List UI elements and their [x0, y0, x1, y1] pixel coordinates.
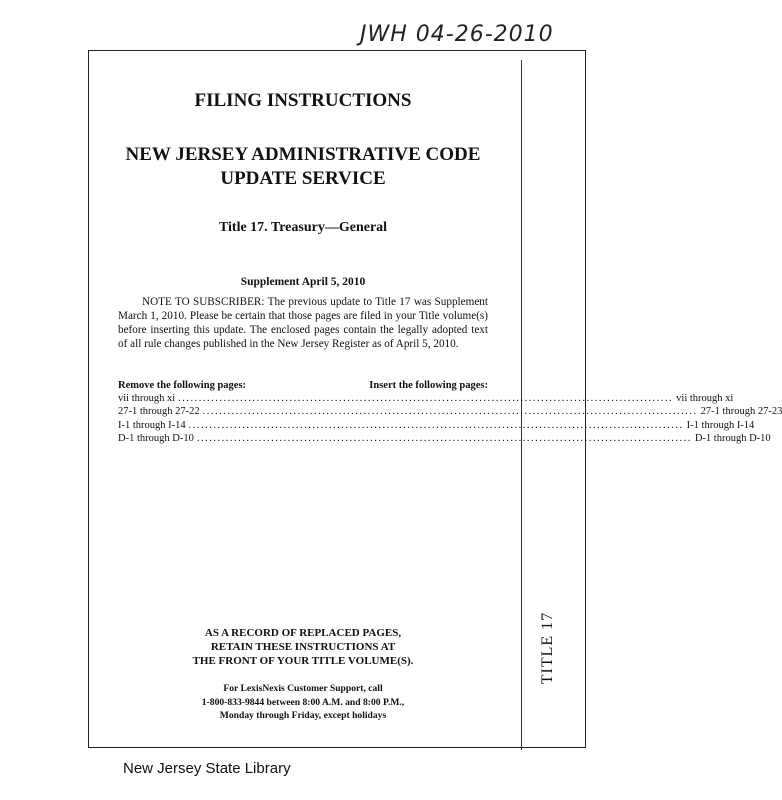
table-row — [118, 432, 771, 445]
insert-pages: vii through xi — [676, 393, 734, 405]
dot-leader: ........................................................................................................................ — [188, 419, 684, 431]
table-row — [118, 392, 734, 405]
insert-pages: I-1 through I-14 — [686, 419, 755, 431]
title-tab-label: TITLE 17 — [539, 611, 557, 685]
record-line: RETAIN THESE INSTRUCTIONS AT — [210, 641, 396, 653]
table-row — [118, 405, 782, 418]
table-header — [118, 379, 488, 392]
insert-header: Insert the following pages: — [369, 380, 488, 391]
remove-header: Remove the following pages: — [118, 380, 247, 391]
remove-pages: 27-1 through 27-22 — [118, 406, 200, 418]
dot-leader: ........................................................................................................................ — [196, 432, 692, 444]
customer-support — [118, 682, 488, 723]
title-tab — [518, 608, 578, 688]
remove-pages: I-1 through I-14 — [118, 419, 186, 431]
record-line: AS A RECORD OF REPLACED PAGES, — [204, 627, 402, 639]
record-line: THE FRONT OF YOUR TITLE VOLUME(S). — [192, 655, 414, 667]
support-line: Monday through Friday, except holidays — [219, 710, 387, 721]
subscriber-note: NOTE TO SUBSCRIBER: The previous update to Title 17 was Supplement March 1, 2010. Please be certain that those pages are filed in your Title volume(s) before inserting this update. The enclosed pages contain the legally adopted text of all rule changes published in the New Jersey Register as of April 5, 2010. — [118, 296, 488, 350]
dot-leader: ........................................................................................................................ — [178, 393, 674, 405]
insert-pages: 27-1 through 27-23 — [700, 406, 782, 418]
record-instructions — [118, 626, 488, 668]
page-title: FILING INSTRUCTIONS — [194, 90, 412, 111]
insert-pages: D-1 through D-10 — [694, 432, 771, 444]
remove-pages: vii through xi — [118, 393, 176, 405]
remove-pages: D-1 through D-10 — [118, 432, 194, 444]
code-title-line2: UPDATE SERVICE — [220, 168, 386, 189]
support-line: For LexisNexis Customer Support, call — [223, 683, 383, 694]
dot-leader: ........................................................................................................................ — [202, 406, 698, 418]
supplement-date: Supplement April 5, 2010 — [240, 276, 366, 288]
handwritten-note: JWH 04-26-2010 — [360, 22, 554, 47]
library-stamp: New Jersey State Library — [123, 760, 291, 777]
subtitle: Title 17. Treasury—General — [218, 220, 388, 235]
support-line: 1-800-833-9844 between 8:00 A.M. and 8:00 P.M., — [201, 696, 405, 708]
table-row — [118, 419, 755, 432]
code-title-line1: NEW JERSEY ADMINISTRATIVE CODE — [125, 144, 481, 165]
page-replacement-table — [118, 379, 782, 445]
